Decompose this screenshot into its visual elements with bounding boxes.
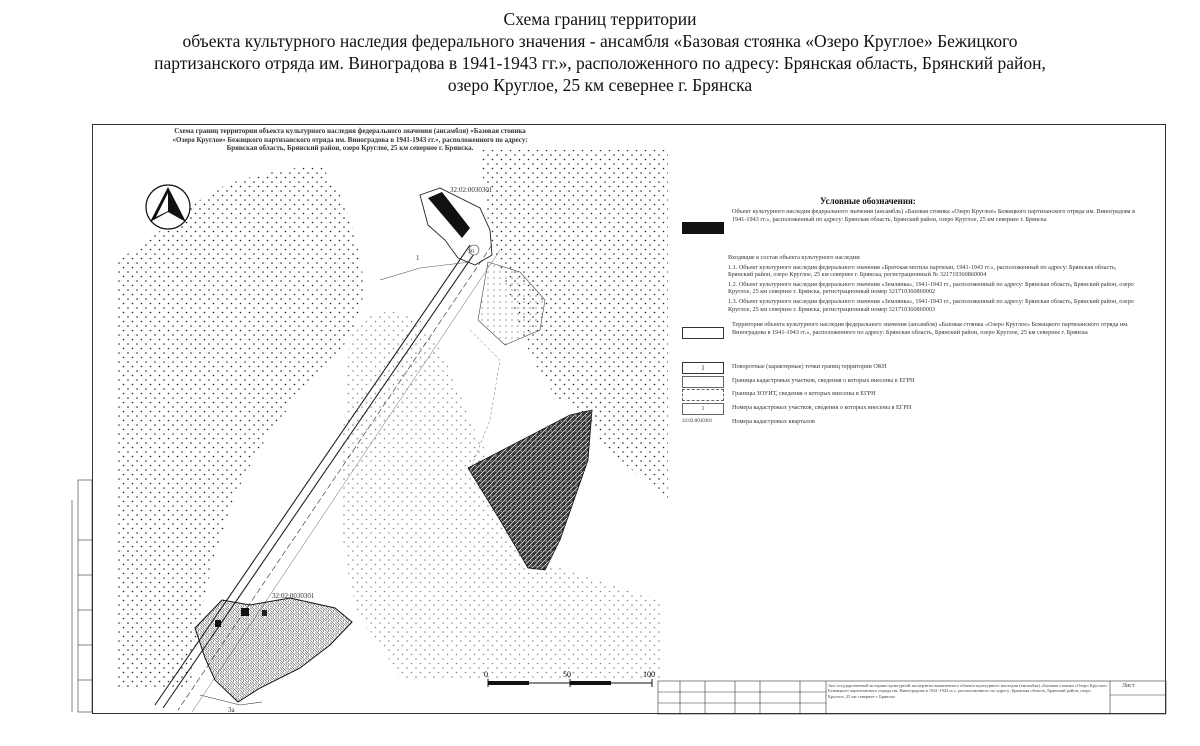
heading-line-2: объекта культурного наследия федерального значения - ансамбля «Базовая стоянка «Озеро Круглое» Бежицкого <box>182 31 1018 51</box>
legend-text-object: Объект культурного наследия федерального значения (ансамбль) «Базовая стоянка «Озеро Круглое» Бежицкого партизанского отряда им. Виноградова в 1941-1943 гг.», расположенный по адресу: Брянская область, Брянский район, озеро Круглое, 25 км севернее г. Брянска <box>732 208 1136 223</box>
legend-sub-2: 1.2. Объект культурного наследия федерального значения «Землянка», 1941-1943 гг., расположенный по адресу: Брянская область, Брянский район, озеро Круглое, 25 км севернее г. Брянска, регистрационный номер 321710360860002 <box>728 280 1134 296</box>
legend-text-territory: Территория объекта культурного наследия федерального значения (ансамбля) «Базовая стоянка «Озеро Круглое» Бежицкого партизанского отряда им. Виноградова в 1941-1943 гг.», расположенного по адресу: Брянская область, Брянский район, озеро Круглое, 25 км севернее г. Брянска <box>732 321 1129 336</box>
scale-label-mid: 50 <box>563 670 571 679</box>
title-block-text <box>658 681 1166 714</box>
legend-sub-1: 1.1. Объект культурного наследия федерального значения «Братская могила партизан, 1941-1943 гг.», расположенный по адресу: Брянская область, Брянский район, озеро Круглое, 25 км севернее г. Брянска, регистрационный № 321710360860004 <box>728 263 1117 279</box>
legend-text-quarters: Номера кадастровых кварталов <box>732 417 815 425</box>
title-block-description: Акт государственной историко-культурной экспертизы выявленного объекта культурного наследия (ансамбля) «Базовая стоянка «Озеро Круглое» Бежицкого партизанского отряда им. Виноградова в 1941-1943 гг.», расположенного по адресу: Брянская область, Брянский район, озеро Круглое, 25 км севернее г. Брянска <box>828 683 1108 699</box>
legend-sub-3: 1.3. Объект культурного наследия федерального значения «Землянка», 1941-1943 гг., расположенный по адресу: Брянская область, Брянский район, озеро Круглое, 25 км севернее г. Брянска, регистрационный номер 321710360860003 <box>728 297 1134 313</box>
boundary-point-label-1: 1 <box>416 254 420 262</box>
legend-item-points <box>680 363 1140 371</box>
legend-symbol-territory <box>682 327 724 339</box>
object-marker-2 <box>215 620 221 627</box>
heading-line-1: Схема границ территории <box>503 9 697 29</box>
legend-item-quarters <box>680 418 1140 426</box>
boundary-point-label-30: 30 <box>468 249 474 255</box>
legend-symbol-quarters: 32:02:0030301 <box>682 418 713 424</box>
legend-item-zouit <box>680 390 1140 398</box>
object-marker-1 <box>241 608 249 616</box>
legend <box>680 208 1140 431</box>
cadastral-quarter-label-bottom: 32:02:0030301 <box>272 592 315 600</box>
cadastral-quarter-label-top: 32:02:0030301 <box>450 186 493 194</box>
legend-item-numbers <box>680 404 1140 412</box>
scale-label-end: 100 <box>643 670 655 679</box>
scale-bar <box>488 679 652 687</box>
legend-text-numbers: Номера кадастровых участков, сведения о которых внесены в ЕГРН <box>732 403 912 411</box>
legend-symbol-object <box>682 222 724 234</box>
heading-line-3: партизанского отряда им. Виноградова в 1941-1943 гг.», расположенного по адресу: Брянская область, Брянский район, <box>154 53 1046 73</box>
scale-label-start: 0 <box>484 670 488 679</box>
object-marker-3 <box>262 610 267 616</box>
legend-symbol-points: 1 <box>682 362 724 374</box>
legend-composition-title: Входящие в состав объекта культурного наследия: <box>728 254 861 261</box>
legend-item-object <box>680 208 1140 248</box>
legend-text-points: Поворотные (характерные) точки границ территории ОКН <box>732 363 887 371</box>
legend-item-parcels <box>680 377 1140 385</box>
map-caption: Схема границ территории объекта культурного наследия федерального значения (ансамбля) «Базовая стоянка «Озеро Круглое» Бежицкого партизанского отряда им. Виноградова в 1941-1943 гг.», расположенного по адресу: Брянская область, Брянский район, озеро Круглое, 25 км севернее г. Брянска. <box>172 127 528 152</box>
legend-title: Условные обозначения: <box>820 196 916 206</box>
legend-item-territory <box>680 321 1140 357</box>
boundary-point-label-3a: 3а <box>228 706 235 714</box>
south-parcel-edge <box>200 695 262 705</box>
north-arrow-icon <box>146 185 190 229</box>
legend-symbol-parcels <box>682 376 724 388</box>
legend-symbol-numbers: 1 <box>682 403 724 415</box>
legend-text-zouit: Границы ЗОУИТ, сведения о которых внесены в ЕГРН <box>732 390 876 398</box>
title-block-sheet: Лист <box>1122 683 1135 689</box>
object-territory-south <box>195 598 352 702</box>
legend-symbol-zouit <box>682 389 724 401</box>
left-stamp-strip <box>72 480 92 712</box>
heading-line-4: озеро Круглое, 25 км севернее г. Брянска <box>447 75 753 95</box>
legend-text-parcels: Границы кадастровых участков, сведения о которых внесены в ЕГРН <box>732 376 915 384</box>
